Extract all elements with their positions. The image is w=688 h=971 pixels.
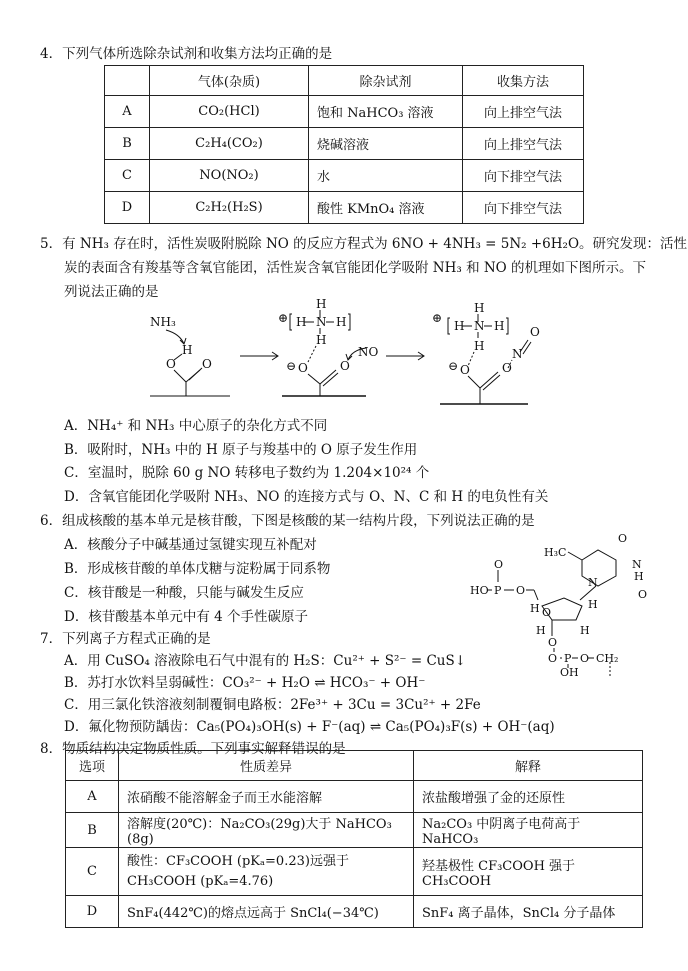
q4-cell: 饱和 NaHCO₃ 溶液 <box>309 96 463 128</box>
q5-mechanism-diagram <box>130 296 560 408</box>
q8-cell: Na₂CO₃ 中阴离子电荷高于 NaHCO₃ <box>414 813 643 848</box>
n-atom: N <box>632 558 642 571</box>
o-atom: O <box>638 588 648 601</box>
q6-option-b: B．形成核苷酸的单体戊糖与淀粉属于同系物 <box>64 561 331 577</box>
o-atom: O <box>516 584 526 597</box>
q4-table <box>104 65 584 224</box>
q8-header: 性质差异 <box>119 751 414 781</box>
h-atom: H <box>454 319 465 333</box>
q6-stem: 6．组成核酸的基本单元是核苷酸，下图是核酸的某一结构片段，下列说法正确的是 <box>40 513 535 529</box>
h-atom: H <box>494 319 505 333</box>
o-atom: O <box>298 361 308 375</box>
q4-cell: D <box>105 192 150 224</box>
q4-cell: 向下排空气法 <box>463 160 584 192</box>
q4-cell: C <box>105 160 150 192</box>
q6-nucleotide-diagram <box>470 528 650 680</box>
q8-cell: 溶解度(20℃)：Na₂CO₃(29g)大于 NaHCO₃ (8g) <box>119 813 414 848</box>
o-atom: O <box>542 606 552 619</box>
q7-stem: 7．下列离子方程式正确的是 <box>40 631 211 647</box>
h-atom: H <box>634 570 644 583</box>
o-atom: O <box>618 532 628 545</box>
q5-option-a: A．NH₄⁺ 和 NH₃ 中心原子的杂化方式不同 <box>64 418 328 434</box>
q8-header: 解释 <box>414 751 643 781</box>
h-atom: H <box>530 602 540 615</box>
oh-label: OH <box>560 666 579 679</box>
h-atom: H <box>474 339 485 353</box>
q4-header: 收集方法 <box>463 66 584 96</box>
o-atom: O <box>530 325 540 339</box>
q5-option-c: C．室温时，脱除 60 g NO 转移电子数约为 1.204×10²⁴ 个 <box>64 465 430 481</box>
q4-cell: 酸性 KMnO₄ 溶液 <box>309 192 463 224</box>
q4-header <box>105 66 150 96</box>
q7-option-d: D．氟化物预防龋齿：Ca₅(PO₄)₃OH(s) + F⁻(aq) ⇌ Ca₅(PO₄)₃F(s) + OH⁻(aq) <box>64 719 555 735</box>
q5-option-d: D．含氧官能团化学吸附 NH₃、NO 的连接方式与 O、N、C 和 H 的电负性有关 <box>64 489 549 505</box>
q7-option-a: A．用 CuSO₄ 溶液除电石气中混有的 H₂S：Cu²⁺ + S²⁻ = CuS↓ <box>64 653 467 669</box>
o-atom: O <box>340 359 350 373</box>
q4-cell: CO₂(HCl) <box>150 96 309 128</box>
q7-option-b: B．苏打水饮料呈弱碱性：CO₃²⁻ + H₂O ⇌ HCO₃⁻ + OH⁻ <box>64 675 426 691</box>
minus-sign: ⊖ <box>286 359 297 373</box>
q8-cell: SnF₄ 离子晶体，SnCl₄ 分子晶体 <box>414 896 643 928</box>
h-atom: H <box>474 301 485 315</box>
o-atom: O <box>460 363 470 377</box>
q4-cell: 向上排空气法 <box>463 128 584 160</box>
q8-cell: 浓盐酸增强了金的还原性 <box>414 781 643 813</box>
p-atom: P <box>494 584 502 597</box>
q4-cell: 水 <box>309 160 463 192</box>
minus-sign: ⊖ <box>448 359 459 373</box>
q4-cell: B <box>105 128 150 160</box>
q4-cell: C₂H₄(CO₂) <box>150 128 309 160</box>
q8-stem: 8．物质结构决定物质性质。下列事实解释错误的是 <box>40 741 346 757</box>
q6-option-a: A．核酸分子中碱基通过氢键实现互补配对 <box>64 537 317 553</box>
q4-header: 除杂试剂 <box>309 66 463 96</box>
q4-header: 气体(杂质) <box>150 66 309 96</box>
q8-cell: D <box>66 896 119 928</box>
h-atom: H <box>336 315 347 329</box>
n-atom: N <box>512 347 523 361</box>
plus-sign: ⊕ <box>432 311 443 325</box>
q8-cell: 浓硝酸不能溶解金子而王水能溶解 <box>119 781 414 813</box>
q8-cell: C <box>66 848 119 896</box>
n-atom: N <box>316 315 327 329</box>
q8-cell: A <box>66 781 119 813</box>
h-atom: H <box>182 343 193 357</box>
plus-sign: ⊕ <box>278 311 289 325</box>
q5-option-b: B．吸附时，NH₃ 中的 H 原子与羧基中的 O 原子发生作用 <box>64 442 418 458</box>
o-atom: O <box>494 558 504 571</box>
q4-cell: A <box>105 96 150 128</box>
q6-option-c: C．核苷酸是一种酸，只能与碱发生反应 <box>64 585 304 601</box>
q4-cell: 烧碱溶液 <box>309 128 463 160</box>
h-atom: H <box>588 598 598 611</box>
h-atom: H <box>580 624 590 637</box>
q4-cell: 向下排空气法 <box>463 192 584 224</box>
nh3-label: NH₃ <box>150 315 176 329</box>
q4-cell: C₂H₂(H₂S) <box>150 192 309 224</box>
q8-cell: B <box>66 813 119 848</box>
o-atom: O <box>502 361 512 375</box>
n-atom: N <box>588 576 598 589</box>
ho-label: HO <box>470 584 489 597</box>
ch3-label: H₃C <box>544 546 567 559</box>
o-atom: O <box>166 357 176 371</box>
h-atom: H <box>296 315 307 329</box>
q5-stem-line2: 炭的表面含有羧基等含氧官能团，活性炭含氧官能团化学吸附 NH₃ 和 NO 的机理如下图所示。下 <box>64 260 647 276</box>
n-atom: N <box>474 319 485 333</box>
o-atom: O <box>580 652 590 665</box>
ch2-label: CH₂ <box>596 652 619 665</box>
q4-cell: 向上排空气法 <box>463 96 584 128</box>
q7-option-c: C．用三氯化铁溶液刻制覆铜电路板：2Fe³⁺ + 3Cu = 3Cu²⁺ + 2Fe <box>64 697 481 713</box>
q8-cell: SnF₄(442℃)的熔点远高于 SnCl₄(−34℃) <box>119 896 414 928</box>
q5-stem-line1: 5．有 NH₃ 存在时，活性炭吸附脱除 NO 的反应方程式为 6NO + 4NH₃ = 5N₂ +6H₂O。研究发现：活性 <box>40 236 688 252</box>
h-atom: H <box>536 624 546 637</box>
o-atom: O <box>548 636 558 649</box>
q5-stem-line3: 列说法正确的是 <box>64 284 159 300</box>
q8-header: 选项 <box>66 751 119 781</box>
o-atom: O <box>548 652 558 665</box>
no-label: NO <box>358 345 379 359</box>
q8-cell: 羟基极性 CF₃COOH 强于 CH₃COOH <box>414 848 643 896</box>
q8-table <box>65 750 643 928</box>
q4-cell: NO(NO₂) <box>150 160 309 192</box>
q4-stem: 4．下列气体所选除杂试剂和收集方法均正确的是 <box>40 46 333 62</box>
q8-cell: 酸性：CF₃COOH (pKₐ=0.23)远强于 CH₃COOH (pKₐ=4.76) <box>119 848 414 896</box>
h-atom: H <box>316 297 327 311</box>
p-atom: P <box>564 652 572 665</box>
o-atom: O <box>202 357 212 371</box>
h-atom: H <box>316 333 327 347</box>
q6-option-d: D．核苷酸基本单元中有 4 个手性碳原子 <box>64 609 308 625</box>
